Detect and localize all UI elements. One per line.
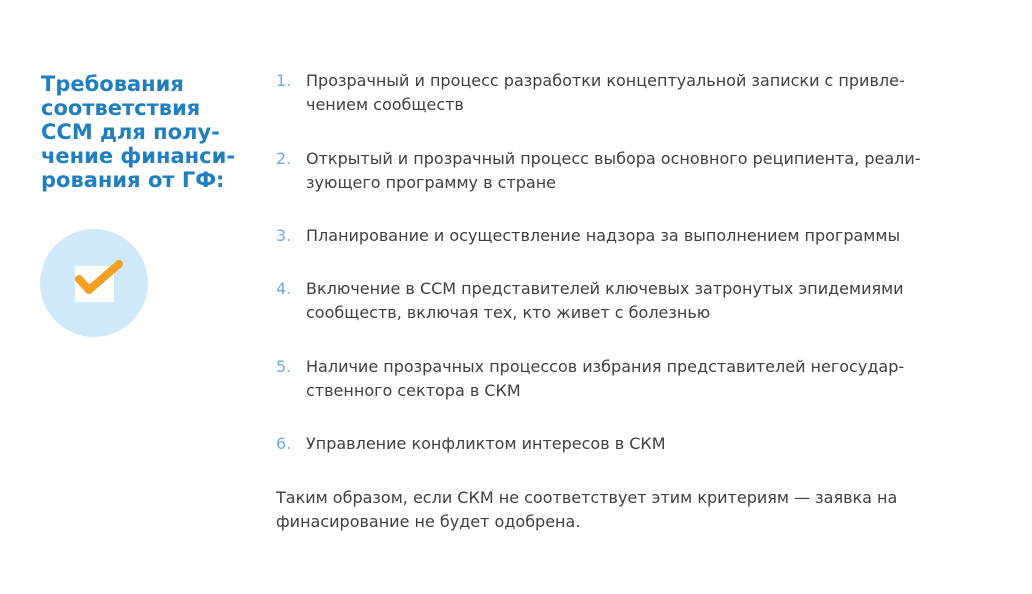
item-text-line: Открытый и прозрачный процесс выбора основного реципиента, реали-	[306, 149, 921, 168]
item-text-line: ственного сектора в СКМ	[306, 381, 521, 400]
title-line: рования от ГФ:	[41, 168, 225, 192]
conclusion-paragraph	[276, 486, 976, 534]
item-text-line: сообществ, включая тех, кто живет с болезнью	[306, 303, 711, 322]
title-line: ССМ для полу-	[41, 120, 220, 144]
item-text	[306, 147, 986, 195]
item-number: 5.	[276, 357, 292, 376]
conclusion-line: финасирование не будет одобрена.	[276, 512, 581, 531]
item-number: 6.	[276, 434, 292, 453]
item-text	[306, 432, 986, 456]
title-line: чение финанси-	[41, 144, 236, 168]
title-line: Требования	[41, 72, 184, 96]
item-number: 2.	[276, 149, 292, 168]
item-text	[306, 224, 986, 248]
title-line: соответствия	[41, 96, 201, 120]
checkmark-icon	[70, 257, 130, 307]
page-title	[41, 72, 261, 192]
item-text	[306, 355, 986, 403]
item-text-line: Прозрачный и процесс разработки концептуальной записки с привле-	[306, 71, 905, 90]
item-text	[306, 277, 986, 325]
item-text-line: Включение в ССМ представителей ключевых затронутых эпидемиями	[306, 279, 904, 298]
item-text	[306, 69, 986, 117]
item-text-line: Планирование и осуществление надзора за выполнением программы	[306, 226, 901, 245]
item-number: 3.	[276, 226, 292, 245]
item-text-line: зующего программу в стране	[306, 173, 557, 192]
conclusion-line: Таким образом, если СКМ не соответствует этим критериям — заявка на	[276, 488, 898, 507]
item-text-line: чением сообществ	[306, 95, 464, 114]
item-text-line: Наличие прозрачных процессов избрания представителей негосудар-	[306, 357, 905, 376]
item-text-line: Управление конфликтом интересов в СКМ	[306, 434, 666, 453]
item-number: 1.	[276, 71, 292, 90]
item-number: 4.	[276, 279, 292, 298]
checkmark-badge	[40, 229, 148, 337]
